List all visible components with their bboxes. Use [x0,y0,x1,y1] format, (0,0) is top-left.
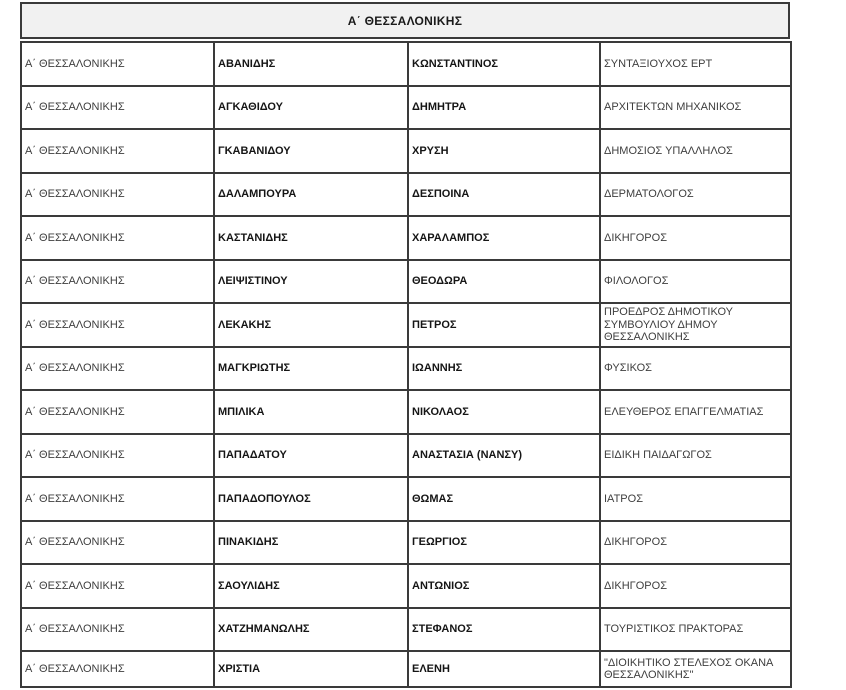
cell-profession: ΔΙΚΗΓΟΡΟΣ [600,216,791,260]
cell-region: Α΄ ΘΕΣΣΑΛΟΝΙΚΗΣ [21,390,214,434]
table-row [21,260,791,304]
cell-surname: ΧΑΤΖΗΜΑΝΩΛΗΣ [214,608,408,652]
cell-region: Α΄ ΘΕΣΣΑΛΟΝΙΚΗΣ [21,521,214,565]
cell-profession: ΠΡΟΕΔΡΟΣ ΔΗΜΟΤΙΚΟΥ ΣΥΜΒΟΥΛΙΟΥ ΔΗΜΟΥ ΘΕΣΣΑΛΟΝΙΚΗΣ [600,303,791,347]
cell-first-name: ΘΕΟΔΩΡΑ [408,260,600,304]
cell-first-name: ΔΗΜΗΤΡΑ [408,86,600,130]
cell-region: Α΄ ΘΕΣΣΑΛΟΝΙΚΗΣ [21,260,214,304]
cell-profession: ΑΡΧΙΤΕΚΤΩΝ ΜΗΧΑΝΙΚΟΣ [600,86,791,130]
table-row [21,521,791,565]
cell-surname: ΧΡΙΣΤΙΑ [214,651,408,687]
cell-first-name: ΧΡΥΣΗ [408,129,600,173]
cell-surname: ΓΚΑΒΑΝΙΔΟΥ [214,129,408,173]
table-row [21,347,791,391]
cell-surname: ΑΒΑΝΙΔΗΣ [214,42,408,86]
cell-profession: ΔΗΜΟΣΙΟΣ ΥΠΑΛΛΗΛΟΣ [600,129,791,173]
table-row [21,434,791,478]
cell-profession: ΣΥΝΤΑΞΙΟΥΧΟΣ ΕΡΤ [600,42,791,86]
table-row [21,564,791,608]
cell-surname: ΠΑΠΑΔΟΠΟΥΛΟΣ [214,477,408,521]
cell-region: Α΄ ΘΕΣΣΑΛΟΝΙΚΗΣ [21,564,214,608]
cell-first-name: ΑΝΤΩΝΙΟΣ [408,564,600,608]
cell-surname: ΑΓΚΑΘΙΔΟΥ [214,86,408,130]
cell-first-name: ΕΛΕΝΗ [408,651,600,687]
cell-first-name: ΧΑΡΑΛΑΜΠΟΣ [408,216,600,260]
cell-profession: ΤΟΥΡΙΣΤΙΚΟΣ ΠΡΑΚΤΟΡΑΣ [600,608,791,652]
cell-region: Α΄ ΘΕΣΣΑΛΟΝΙΚΗΣ [21,477,214,521]
cell-first-name: ΚΩΝΣΤΑΝΤΙΝΟΣ [408,42,600,86]
cell-region: Α΄ ΘΕΣΣΑΛΟΝΙΚΗΣ [21,608,214,652]
cell-region: Α΄ ΘΕΣΣΑΛΟΝΙΚΗΣ [21,303,214,347]
cell-region: Α΄ ΘΕΣΣΑΛΟΝΙΚΗΣ [21,86,214,130]
cell-first-name: ΘΩΜΑΣ [408,477,600,521]
cell-region: Α΄ ΘΕΣΣΑΛΟΝΙΚΗΣ [21,173,214,217]
cell-first-name: ΔΕΣΠΟΙΝΑ [408,173,600,217]
cell-profession: ΦΥΣΙΚΟΣ [600,347,791,391]
cell-region: Α΄ ΘΕΣΣΑΛΟΝΙΚΗΣ [21,434,214,478]
cell-region: Α΄ ΘΕΣΣΑΛΟΝΙΚΗΣ [21,651,214,687]
cell-profession: ΙΑΤΡΟΣ [600,477,791,521]
table-row [21,173,791,217]
cell-first-name: ΝΙΚΟΛΑΟΣ [408,390,600,434]
cell-profession: "ΔΙΟΙΚΗΤΙΚΟ ΣΤΕΛΕΧΟΣ ΟΚΑΝΑ ΘΕΣΣΑΛΟΝΙΚΗΣ" [600,651,791,687]
cell-region: Α΄ ΘΕΣΣΑΛΟΝΙΚΗΣ [21,42,214,86]
cell-surname: ΠΑΠΑΔΑΤΟΥ [214,434,408,478]
cell-first-name: ΙΩΑΝΝΗΣ [408,347,600,391]
cell-surname: ΠΙΝΑΚΙΔΗΣ [214,521,408,565]
table-row [21,651,791,687]
cell-profession: ΔΙΚΗΓΟΡΟΣ [600,521,791,565]
table-row [21,608,791,652]
cell-surname: ΜΑΓΚΡΙΩΤΗΣ [214,347,408,391]
cell-region: Α΄ ΘΕΣΣΑΛΟΝΙΚΗΣ [21,347,214,391]
cell-profession: ΔΙΚΗΓΟΡΟΣ [600,564,791,608]
cell-first-name: ΓΕΩΡΓΙΟΣ [408,521,600,565]
cell-profession: ΕΙΔΙΚΗ ΠΑΙΔΑΓΩΓΟΣ [600,434,791,478]
group-header-title: Α΄ ΘΕΣΣΑΛΟΝΙΚΗΣ [347,13,463,28]
people-table-body [21,42,791,687]
table-row [21,86,791,130]
people-table [20,41,792,688]
table-row [21,42,791,86]
table-row [21,216,791,260]
table-row [21,390,791,434]
table-group-header [20,2,790,39]
cell-surname: ΜΠΙΛΙΚΑ [214,390,408,434]
cell-first-name: ΣΤΕΦΑΝΟΣ [408,608,600,652]
cell-profession: ΔΕΡΜΑΤΟΛΟΓΟΣ [600,173,791,217]
table-row [21,303,791,347]
table-row [21,477,791,521]
table-row [21,129,791,173]
cell-region: Α΄ ΘΕΣΣΑΛΟΝΙΚΗΣ [21,216,214,260]
cell-region: Α΄ ΘΕΣΣΑΛΟΝΙΚΗΣ [21,129,214,173]
cell-first-name: ΑΝΑΣΤΑΣΙΑ (ΝΑΝΣΥ) [408,434,600,478]
cell-profession: ΦΙΛΟΛΟΓΟΣ [600,260,791,304]
cell-first-name: ΠΕΤΡΟΣ [408,303,600,347]
cell-surname: ΛΕΙΨΙΣΤΙΝΟΥ [214,260,408,304]
cell-surname: ΣΑΟΥΛΙΔΗΣ [214,564,408,608]
cell-surname: ΛΕΚΑΚΗΣ [214,303,408,347]
cell-profession: ΕΛΕΥΘΕΡΟΣ ΕΠΑΓΓΕΛΜΑΤΙΑΣ [600,390,791,434]
cell-surname: ΔΑΛΑΜΠΟΥΡΑ [214,173,408,217]
cell-surname: ΚΑΣΤΑΝΙΔΗΣ [214,216,408,260]
